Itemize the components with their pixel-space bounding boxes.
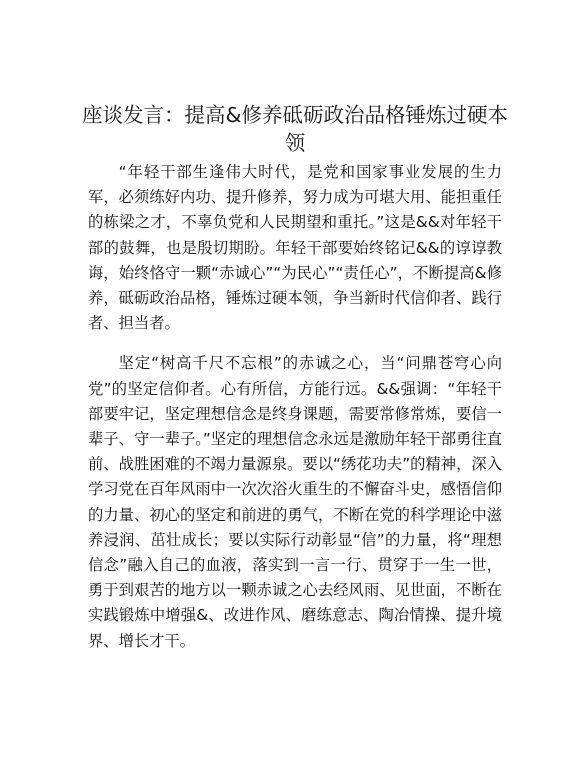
paragraph-intro: “年轻干部生逢伟大时代，是党和国家事业发展的生力军，必须练好内功、提升修养，努力成为可堪大用、能担重任的栋梁之才，不辜负党和人民期望和重托。”这是&&对年轻干部的鼓舞，也是殷切期盼。年轻干部要始终铭记&&的谆谆教诲，始终恪守一颗“赤诚心”“为民心”“责任心”，不断提高&修养，砥砺政治品格，锤炼过硬本领，争当新时代信仰者、践行者、担当者。 (88, 163, 502, 333)
document-title: 座谈发言：提高&修养砥砺政治品格锤炼过硬本领 (82, 103, 508, 155)
document-body (88, 160, 502, 654)
paragraph-faith: 坚定“树高千尺不忘根”的赤诚之心，当“问鼎苍穹心向党”的坚定信仰者。心有所信，方能行远。&&强调：“年轻干部要牢记，坚定理想信念是终身课题，需要常修常炼，要信一辈子、守一辈子。”坚定的理想信念永远是激励年轻干部勇往直前、战胜困难的不竭力量源泉。要以“绣花功夫”的精神，深入学习党在百年风雨中一次次浴火重生的不懈奋斗史，感悟信仰的力量、初心的坚定和前进的勇气，不断在党的科学理论中滋养浸润、茁壮成长；要以实际行动彰显“信”的力量，将“理想信念”融入自己的血液，落实到一言一行、贯穿于一生一世，勇于到艰苦的地方以一颗赤诚之心去经风雨、见世面，不断在实践锻炼中增强&、改进作风、磨练意志、陶冶情操、提升境界、增长才干。 (88, 354, 502, 650)
